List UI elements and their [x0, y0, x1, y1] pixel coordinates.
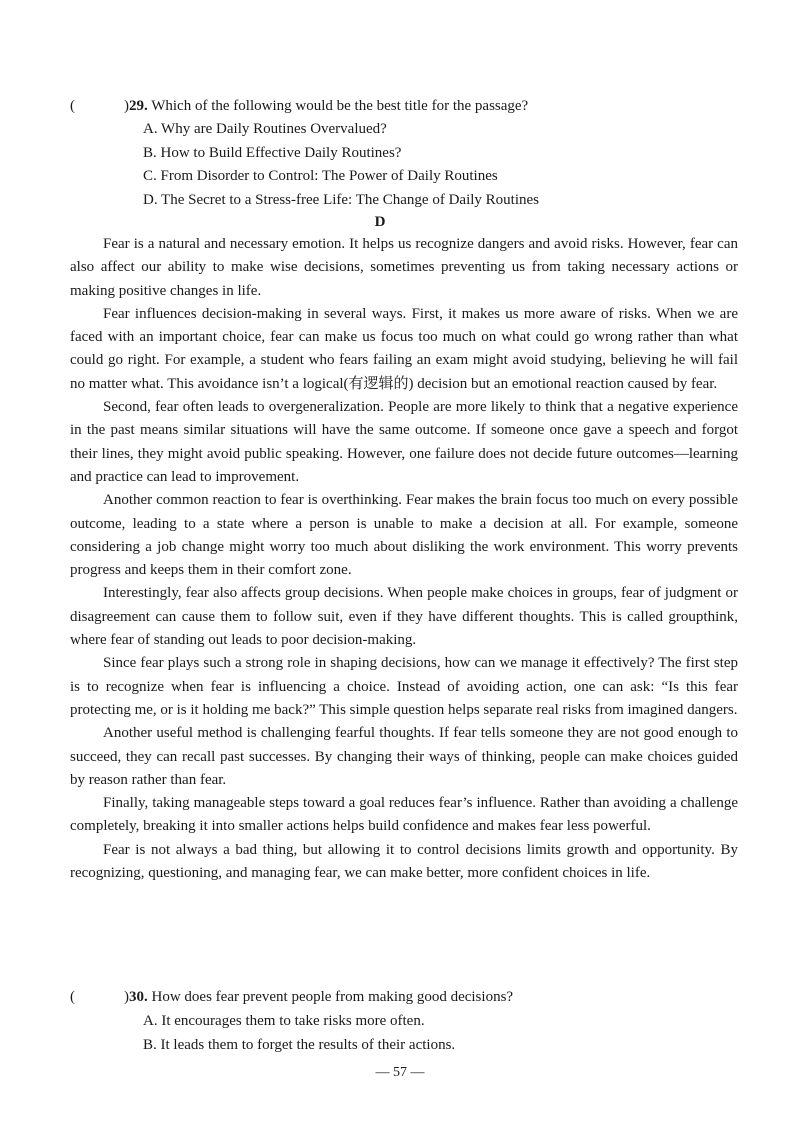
answer-paren-close: ) [124, 98, 129, 114]
option-c: C. From Disorder to Control: The Power of Daily Routines [143, 168, 498, 184]
question-stem: Which of the following would be the best title for the passage? [151, 98, 529, 114]
question-number: 30. [129, 989, 148, 1005]
paragraph: Fear influences decision-making in several ways. First, it makes us more aware of risks. When we are faced with an important choice, fear can make us focus too much on what could go wrong rather than what could go right. For example, a student who fears failing an exam might avoid studying, believing he will fail no matter what. This avoidance isn’t a logical(有逻辑的) decision but an emotional reaction caused by fear. [70, 305, 738, 392]
reading-passage [70, 233, 738, 885]
option-a: A. It encourages them to take risks more often. [143, 1013, 425, 1029]
paragraph: Fear is not always a bad thing, but allowing it to control decisions limits growth and opportunity. By recognizing, questioning, and managing fear, we can make better, more confident choices in life. [70, 841, 738, 882]
question-stem: How does fear prevent people from making good decisions? [151, 989, 514, 1005]
option-d: D. The Secret to a Stress-free Life: The Change of Daily Routines [143, 192, 539, 208]
paragraph: Finally, taking manageable steps toward a goal reduces fear’s influence. Rather than avoiding a challenge completely, breaking it into smaller actions helps build confidence and makes fear less powerful. [70, 795, 738, 835]
option-b: B. How to Build Effective Daily Routines? [143, 145, 402, 161]
option-a: A. Why are Daily Routines Overvalued? [143, 121, 387, 137]
answer-paren-open: ( [70, 98, 75, 114]
paragraph: Another common reaction to fear is overthinking. Fear makes the brain focus too much on every possible outcome, leading to a state where a person is unable to make a decision at all. For example, someone considering a job change might worry too much about disliking the work environment. This worry prevents progress and keeps them in their comfort zone. [70, 492, 738, 579]
question-number: 29. [129, 98, 148, 114]
paragraph: Fear is a natural and necessary emotion. It helps us recognize dangers and avoid risks. However, fear can also affect our ability to make wise decisions, sometimes preventing us from taking necessary actions or making positive changes in life. [70, 236, 738, 299]
option-b: B. It leads them to forget the results of their actions. [143, 1037, 456, 1053]
answer-paren-open: ( [70, 989, 75, 1005]
answer-paren-close: ) [124, 989, 129, 1005]
paragraph: Since fear plays such a strong role in shaping decisions, how can we manage it effectively? The first step is to recognize when fear is influencing a choice. Instead of avoiding action, one can ask: “Is this fear protecting me, or is it holding me back?” This simple question helps separate real risks from imagined dangers. [70, 655, 738, 718]
page-number: — 57 — [375, 1065, 425, 1080]
paragraph: Second, fear often leads to overgeneralization. People are more likely to think that a negative experience in the past means similar situations will have the same outcome. If someone once gave a speech and forgot their lines, they might avoid public speaking. However, one failure does not decide future outcomes—learning and practice can lead to improvement. [70, 399, 738, 485]
paragraph: Interestingly, fear also affects group decisions. When people make choices in groups, fear of judgment or disagreement can cause them to follow suit, even if they have different thoughts. This is called groupthink, where fear of standing out leads to poor decision-making. [70, 585, 738, 649]
section-title: D [374, 214, 386, 230]
question-29 [70, 96, 528, 116]
question-30 [70, 987, 513, 1007]
paragraph: Another useful method is challenging fearful thoughts. If fear tells someone they are not good enough to succeed, they can recall past successes. By changing their ways of thinking, people can make choices guided by reason rather than fear. [70, 725, 738, 788]
